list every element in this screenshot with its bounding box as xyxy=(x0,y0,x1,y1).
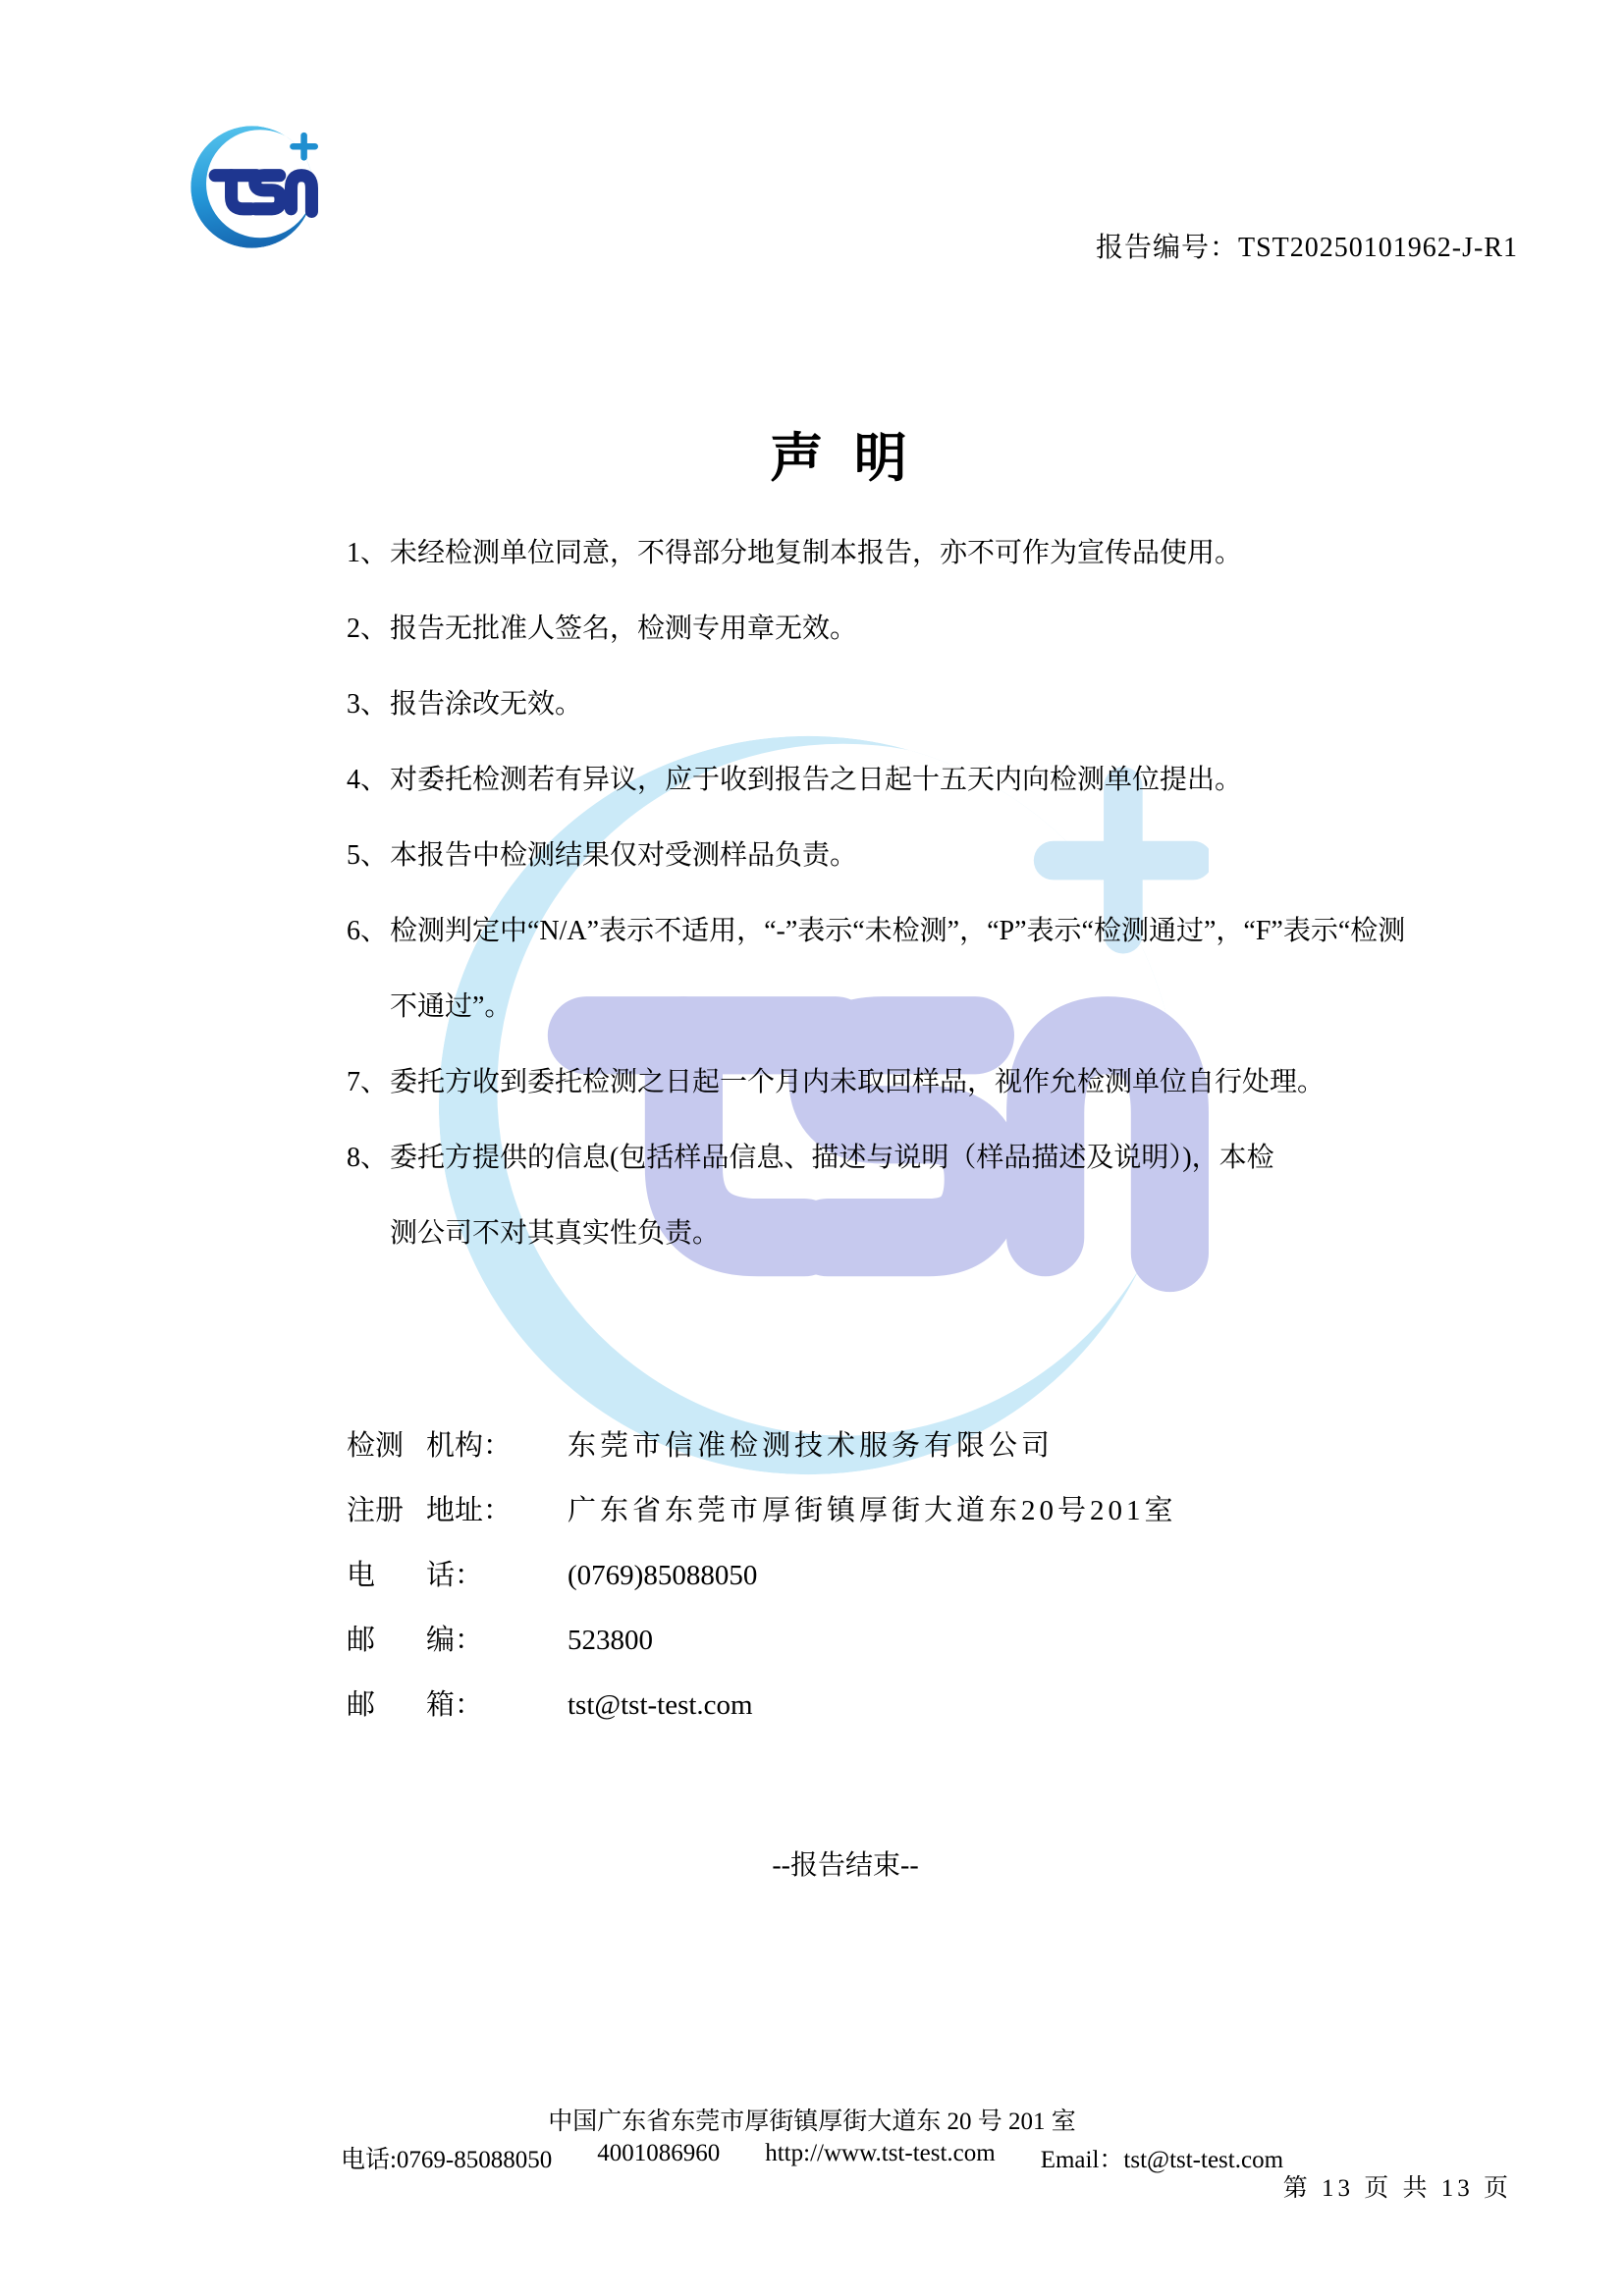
contact-value: 523800 xyxy=(568,1625,653,1656)
contact-value: (0769)85088050 xyxy=(568,1560,758,1591)
tst-logo-icon xyxy=(189,123,318,251)
statement-item-8 xyxy=(347,1120,1505,1196)
statement-item-text: 报告涂改无效。 xyxy=(390,689,583,720)
contact-row-4 xyxy=(347,1608,1177,1673)
statement-item-text: 报告无批准人签名，检测专用章无效。 xyxy=(390,614,858,644)
contact-label-part2: 箱： xyxy=(426,1689,484,1721)
contact-label-part1: 注册 xyxy=(347,1495,405,1526)
statement-item-5 xyxy=(347,818,1505,893)
contact-row-3 xyxy=(347,1543,1177,1608)
statement-item-1 xyxy=(347,515,1505,591)
footer-contact-segment-3: http://www.tst-test.com xyxy=(765,2140,996,2166)
statement-item-3 xyxy=(347,667,1505,742)
statement-item-8-continued xyxy=(347,1196,1505,1271)
statement-item-text: 委托方提供的信息(包括样品信息、描述与说明（样品描述及说明）)，本检 xyxy=(390,1143,1274,1173)
contact-label-part1: 邮 xyxy=(347,1689,376,1721)
statement-item-text: 检测判定中“N/A”表示不适用，“-”表示“未检测”，“P”表示“检测通过”，“F”表示“检测 xyxy=(390,916,1406,946)
statement-item-text: 委托方收到委托检测之日起一个月内未取回样品，视作允检测单位自行处理。 xyxy=(390,1067,1326,1097)
statement-item-2 xyxy=(347,591,1505,667)
statement-item-text: 测公司不对其真实性负责。 xyxy=(390,1218,721,1249)
footer-contact-segment-2: 4001086960 xyxy=(597,2140,721,2166)
contact-label-part1: 电 xyxy=(347,1560,376,1591)
statement-item-text: 未经检测单位同意，不得部分地复制本报告，亦不可作为宣传品使用。 xyxy=(390,538,1243,568)
contact-block xyxy=(347,1414,1177,1737)
contact-value: 广东省东莞市厚街镇厚街大道东20号201室 xyxy=(568,1495,1177,1526)
contact-label-part2: 地址： xyxy=(426,1495,513,1526)
statement-item-6 xyxy=(347,893,1505,969)
contact-label-part1: 检测 xyxy=(347,1430,405,1462)
report-number-value: TST20250101962-J-R1 xyxy=(1238,233,1518,263)
tst-logo xyxy=(189,123,318,251)
statement-item-number: 4、 xyxy=(347,765,389,795)
logo-monogram xyxy=(215,176,311,212)
contact-label-part2: 话： xyxy=(426,1560,484,1591)
statement-item-number: 3、 xyxy=(347,689,389,720)
report-number xyxy=(1096,226,1518,265)
statement-item-7 xyxy=(347,1044,1505,1120)
report-number-label: 报告编号： xyxy=(1095,233,1238,263)
statement-item-text: 本报告中检测结果仅对受测样品负责。 xyxy=(390,840,858,871)
page-number: 第 13 页 共 13 页 xyxy=(1282,2175,1512,2202)
footer-contact-segment-4: Email：tst@tst-test.com xyxy=(1040,2147,1284,2173)
statement-list xyxy=(347,515,1505,1271)
contact-label-part1: 邮 xyxy=(347,1625,376,1656)
footer-address: 中国广东省东莞市厚街镇厚街大道东 20 号 201 室 xyxy=(548,2109,1076,2135)
statement-item-6-continued xyxy=(347,969,1505,1044)
statement-item-number: 6、 xyxy=(347,916,389,946)
contact-label-part2: 编： xyxy=(426,1625,484,1656)
contact-value: 东莞市信准检测技术服务有限公司 xyxy=(568,1430,1055,1462)
footer-contact-segment-1: 电话:0769-85088050 xyxy=(340,2147,553,2173)
logo-plus xyxy=(293,135,314,157)
contact-value: tst@tst-test.com xyxy=(568,1689,753,1721)
statement-item-number: 7、 xyxy=(347,1067,389,1097)
contact-row-2 xyxy=(347,1478,1177,1543)
statement-item-text: 对委托检测若有异议，应于收到报告之日起十五天内向检测单位提出。 xyxy=(390,765,1243,795)
report-end-text: --报告结束-- xyxy=(772,1850,919,1881)
contact-row-5 xyxy=(347,1673,1177,1737)
statement-item-number: 8、 xyxy=(347,1143,389,1173)
statement-item-4 xyxy=(347,742,1505,818)
statement-item-text: 不通过”。 xyxy=(390,991,513,1022)
statement-item-number: 5、 xyxy=(347,840,389,871)
contact-row-1 xyxy=(347,1414,1177,1478)
contact-label-part2: 机构： xyxy=(426,1430,513,1462)
page-title: 声 明 xyxy=(770,429,909,488)
statement-item-number: 1、 xyxy=(347,538,389,568)
statement-item-number: 2、 xyxy=(347,614,389,644)
